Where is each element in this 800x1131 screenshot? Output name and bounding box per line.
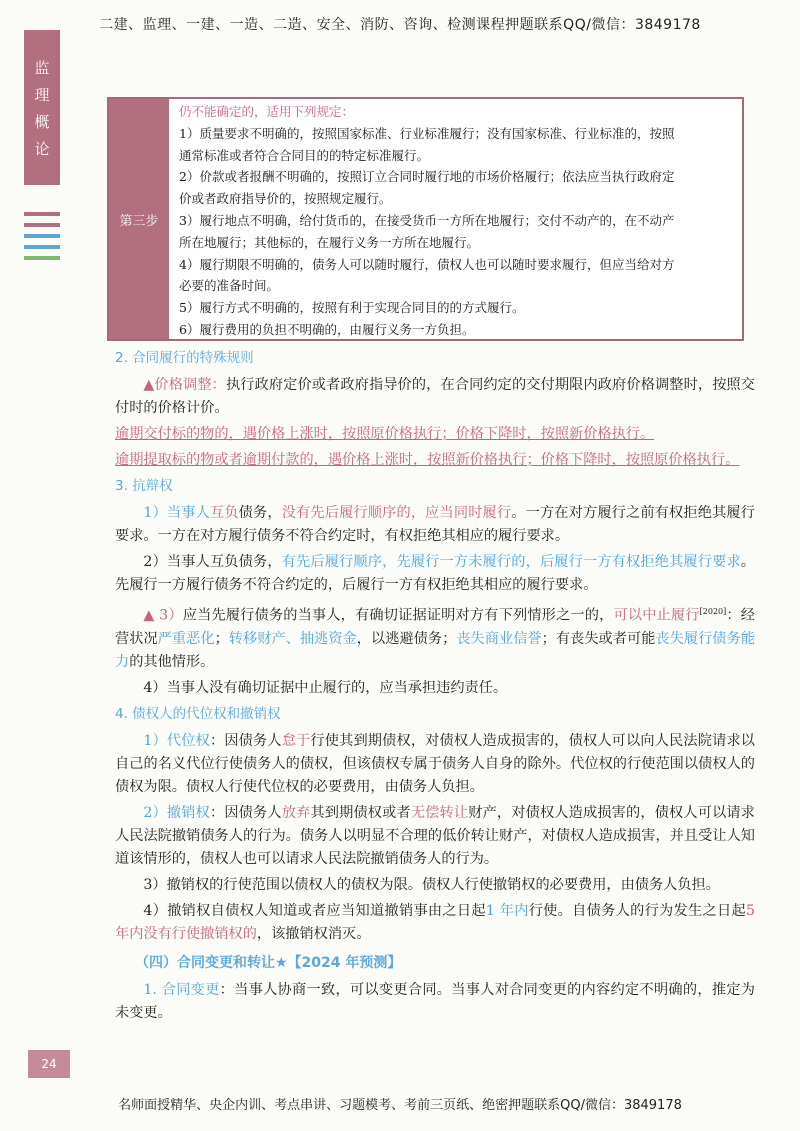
step-three-box bbox=[107, 97, 744, 341]
text: 无偿转让 bbox=[410, 804, 469, 821]
text: ：因债务人 bbox=[209, 732, 282, 749]
text: ：因债务人 bbox=[209, 804, 282, 821]
text: 行使。自债务人的行为发生之日起 bbox=[528, 902, 746, 919]
text: 1）当事人 bbox=[143, 505, 210, 521]
page-number: 24 bbox=[28, 1050, 70, 1078]
step-line: 5）履行方式不明确的，按照有利于实现合同目的的方式履行。 bbox=[179, 300, 525, 316]
paragraph bbox=[115, 730, 755, 799]
bar bbox=[24, 245, 60, 249]
text: 丧失商业信誉 bbox=[456, 630, 542, 647]
main-content bbox=[115, 345, 755, 1028]
step-line: 价或者政府指导价的，按照规定履行。 bbox=[179, 191, 392, 207]
step-line: 2）价款或者报酬不明确的，按照订立合同时履行地的市场价格履行；依法应当执行政府定 bbox=[179, 169, 675, 185]
side-tab-char: 理 bbox=[34, 85, 50, 104]
section-heading: 2. 合同履行的特殊规则 bbox=[115, 350, 254, 366]
text: 其到期债权或者 bbox=[310, 804, 411, 821]
step-line: 1）质量要求不明确的，按照国家标准、行业标准履行；没有国家标准、行业标准的，按照 bbox=[179, 125, 675, 141]
text: 5 年内没有行使撤销权的 bbox=[115, 902, 755, 942]
text: 1）代位权 bbox=[143, 732, 210, 749]
text: 1 年内 bbox=[485, 902, 529, 919]
paragraph: 4）当事人没有确切证据中止履行的，应当承担违约责任。 bbox=[143, 679, 508, 696]
step-line: 仍不能确定的，适用下列规定： bbox=[179, 104, 355, 119]
section-heading: 4. 债权人的代位权和撤销权 bbox=[115, 705, 281, 722]
text: 的其他情形。 bbox=[129, 653, 215, 670]
text: [2020] bbox=[699, 607, 727, 616]
text: 2）撤销权 bbox=[143, 804, 210, 821]
paragraph bbox=[115, 979, 755, 1025]
side-chapter-tab bbox=[24, 30, 60, 185]
page-header: 二建、监理、一建、一造、二造、安全、消防、咨询、检测课程押题联系QQ/微信：3849178 bbox=[99, 17, 701, 33]
text: 有先后履行顺序，先履行一方未履行的，后履行一方有权拒绝其履行要求 bbox=[281, 554, 741, 570]
side-color-bars bbox=[24, 212, 60, 267]
paragraph bbox=[115, 900, 755, 946]
step-line: 6）履行费用的负担不明确的，由履行义务一方负担。 bbox=[179, 321, 475, 337]
paragraph bbox=[115, 600, 755, 674]
text: 严重恶化 bbox=[157, 630, 215, 647]
text: 债务， bbox=[238, 505, 282, 521]
paragraph: 逾期交付标的物的，遇价格上涨时，按照原价格执行；价格下降时，按照新价格执行。 bbox=[115, 426, 655, 442]
text: ； bbox=[214, 630, 229, 647]
paragraph bbox=[115, 802, 755, 871]
paragraph: 逾期提取标的物或者逾期付款的，遇价格上涨时，按照新价格执行；价格下降时，按照原价格执行。 bbox=[115, 452, 740, 468]
text: ▲ 3） bbox=[143, 607, 183, 624]
text: ：当事人协商一致，可以变更合同。当事人对合同变更的内容约定不明确的，推定为未变更。 bbox=[115, 981, 755, 1021]
text: 转移财产、抽逃资金 bbox=[228, 630, 357, 647]
text: ；有丧失或者可能 bbox=[541, 630, 656, 647]
step-line: 所在地履行；其他标的，在履行义务一方所在地履行。 bbox=[179, 234, 480, 250]
page-footer: 名师面授精华、央企内训、考点串讲、习题模考、考前三页纸、绝密押题联系QQ/微信：3849178 bbox=[118, 1098, 682, 1113]
paragraph: 3）撤销权的行使范围以债权人的债权为限。债权人行使撤销权的必要费用，由债务人负担。 bbox=[143, 876, 720, 893]
bar bbox=[24, 212, 60, 216]
section-heading: 3. 抗辩权 bbox=[115, 478, 173, 494]
paragraph bbox=[115, 374, 755, 420]
step-line: 3）履行地点不明确，给付货币的，在接受货币一方所在地履行；交付不动产的，在不动产 bbox=[179, 212, 675, 228]
paragraph bbox=[115, 502, 755, 548]
text: ，以逃避债务； bbox=[356, 630, 457, 647]
text: 行使其到期债权，对债权人造成损害的，债权人可以向人民法院请求以自己的名义代位行使债务人的债权，但该债权专属于债务人自身的除外。代位权的行使范围以债权人的债权为限。债权人行使代位权的必要费用，由债务人负担。 bbox=[115, 732, 755, 795]
text: 。先履行一方履行债务不符合约定的，后履行一方有权拒绝其相应的履行要求。 bbox=[115, 554, 755, 593]
side-tab-char: 概 bbox=[34, 112, 50, 131]
side-tab-char: 论 bbox=[34, 139, 50, 158]
text: 财产，对债权人造成损害的，债权人可以请求人民法院撤销债务人的行为。债务人以明显不合理的低价转让财产，对债权人造成损害，并且受让人知道该情形的，债权人也可以请求人民法院撤销债务人的行为。 bbox=[115, 804, 755, 867]
text: ：经营状况 bbox=[115, 607, 755, 647]
text: 可以中止履行 bbox=[613, 607, 700, 624]
text: 1. 合同变更 bbox=[143, 981, 220, 998]
text: 放弃 bbox=[281, 804, 311, 821]
text: 怠于 bbox=[281, 732, 311, 749]
text: 应当先履行债务的当事人，有确切证据证明对方有下列情形之一的， bbox=[182, 607, 614, 624]
step-content bbox=[169, 99, 682, 339]
text: 互负 bbox=[209, 505, 239, 521]
price-label: ▲价格调整： bbox=[143, 377, 226, 393]
side-tab-char: 监 bbox=[34, 58, 50, 77]
text: ，该撤销权消灭。 bbox=[256, 925, 371, 942]
step-line: 通常标准或者符合合同目的的特定标准履行。 bbox=[179, 147, 430, 163]
step-line: 必要的准备时间。 bbox=[179, 278, 280, 294]
section-heading: （四）合同变更和转让★【2024 年预测】 bbox=[135, 954, 402, 971]
paragraph bbox=[115, 551, 755, 597]
text: 没有先后履行顺序的，应当同时履行 bbox=[281, 505, 512, 521]
bar bbox=[24, 234, 60, 238]
text: 执行政府定价或者政府指导价的，在合同约定的交付期限内政府价格调整时，按照交付时的价格计价。 bbox=[115, 377, 755, 416]
bar bbox=[24, 223, 60, 227]
text: 。一方在对方履行之前有权拒绝其履行要求。一方在对方履行债务不符合约定时，有权拒绝其相应的履行要求。 bbox=[115, 505, 755, 544]
step-label: 第三步 bbox=[109, 99, 169, 339]
bar bbox=[24, 256, 60, 260]
text: 丧失履行债务能力 bbox=[115, 630, 755, 670]
text: 2）当事人互负债务， bbox=[143, 554, 282, 570]
step-line: 4）履行期限不明确的，债务人可以随时履行，债权人也可以随时要求履行，但应当给对方 bbox=[179, 256, 675, 272]
text: 4）撤销权自债权人知道或者应当知道撤销事由之日起 bbox=[143, 902, 486, 919]
